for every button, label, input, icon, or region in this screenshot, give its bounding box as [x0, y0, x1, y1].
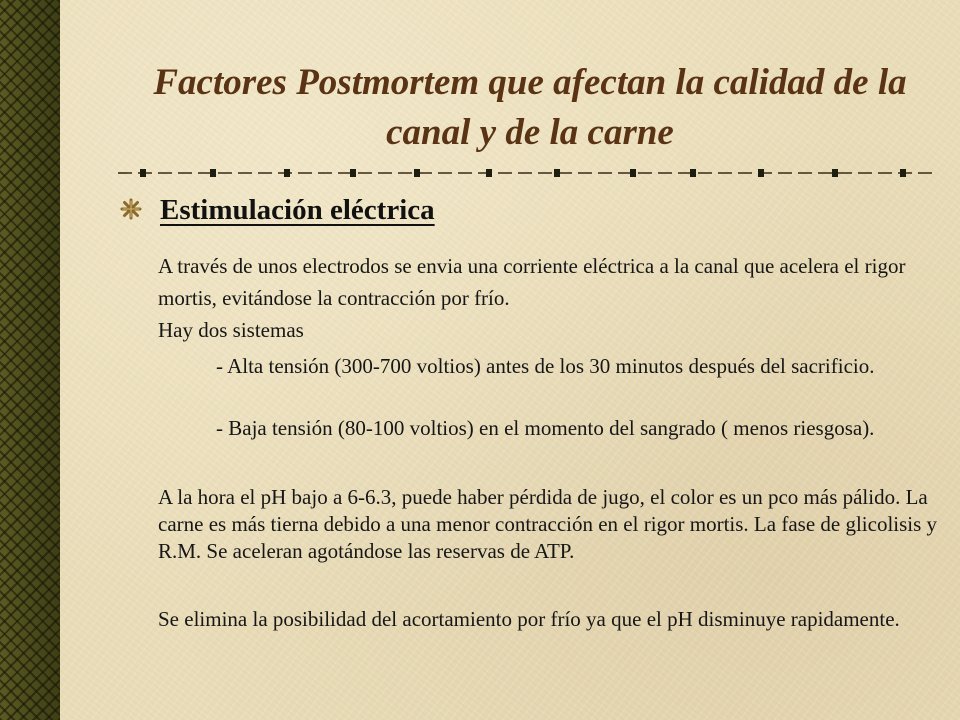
- asterisk-bullet-icon: [120, 198, 142, 220]
- low-voltage-text: - Baja tensión (80-100 voltios) en el momento del sangrado ( menos riesgosa).: [216, 416, 875, 440]
- paragraph-two-systems: Hay dos sistemas: [158, 318, 304, 342]
- paragraph-electrodes: A través de unos electrodos se envia una corriente eléctrica a la canal que acelera el rigor mortis, evitándose la contracción por frío.: [158, 254, 906, 310]
- list-item-low-voltage: [158, 414, 938, 443]
- decorative-border-strip: [0, 0, 60, 720]
- paragraph-cold-shortening: Se elimina la posibilidad del acortamiento por frío ya que el pH disminuye rapidamente.: [158, 607, 900, 631]
- high-voltage-text: - Alta tensión (300-700 voltios) antes de los 30 minutos después del sacrificio.: [216, 354, 875, 378]
- list-item-high-voltage: [158, 352, 938, 381]
- section-heading: Estimulación eléctrica: [160, 194, 435, 226]
- dashed-divider: [118, 160, 938, 186]
- paragraph-ph-effects: A la hora el pH bajo a 6-6.3, puede haber pérdida de jugo, el color es un pco más pálido. La carne es más tierna debido a una menor contracción en el rigor mortis. La fase de glicolisis y R.M. Se aceleran agotándose las reservas de ATP.: [158, 485, 938, 563]
- page-title: Factores Postmortem que afectan la calidad de la canal y de la carne: [153, 62, 907, 153]
